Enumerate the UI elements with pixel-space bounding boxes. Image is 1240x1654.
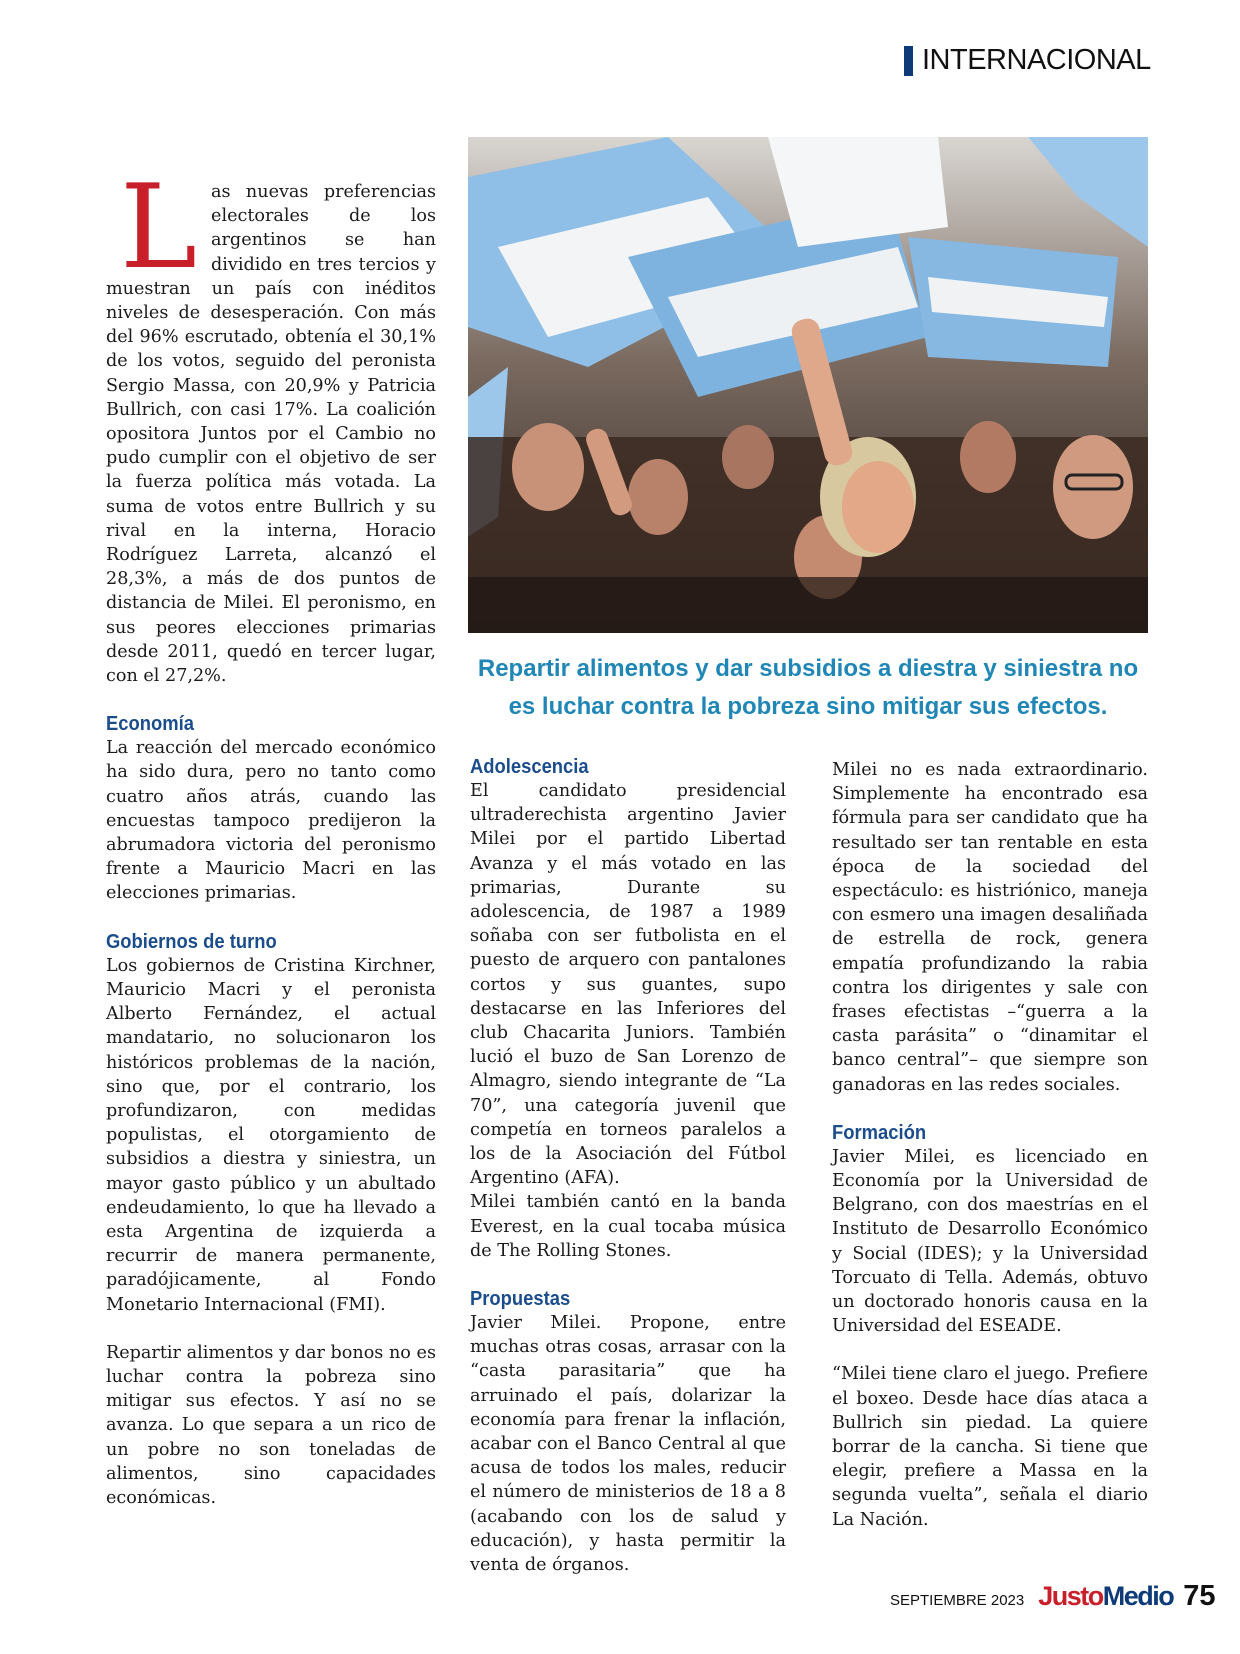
intro-paragraph (106, 160, 436, 688)
column-right (832, 758, 1148, 1532)
page-footer (890, 1580, 1216, 1613)
intro-text: as nuevas preferencias electorales de los argentinos se han dividido en tres tercios y muestran un país con inéditos niveles de desesperación. Con más del 96% escrutado, obtenía el 30,1% de los votos, seguido del peronista Sergio Massa, con 20,9% y Patricia Bullrich, con casi 17%. La coalición opositora Juntos por el Cambio no pudo cumplir con el objetivo de ser la fuerza política más votada. La suma de votos entre Bullrich y su rival en la interna, Horacio Rodríguez Larreta, alcanzó el 28,3%, a más de dos puntos de distancia de Milei. El peronismo, en sus peores elecciones primarias desde 2011, quedó en tercer lugar, con el 27,2%. (106, 182, 436, 687)
rally-photo-illustration (468, 137, 1148, 633)
paragraph-quote-lanacion: “Milei tiene claro el juego. Prefiere el boxeo. Desde hace días ataca a Bullrich sin piedad. La quiere borrar de la cancha. Si tiene que elegir, prefiere a Massa en la segunda vuelta”, señala el diario La Nación. (832, 1364, 1148, 1530)
paragraph-gobiernos: Los gobiernos de Cristina Kirchner, Mauricio Macri y el peronista Alberto Fernández, el actual mandatario, no solucionaron los históricos problemas de la nación, sino que, por el contrario, los profundizaron, con medidas populistas, el otorgamiento de subsidios a diestra y siniestra, un mayor gasto público y un abultado endeudamiento, lo que ha llevado a esta Argentina de izquierda a recurrir de manera permanente, paradójicamente, al Fondo Monetario Internacional (FMI). (106, 955, 436, 1315)
section-bar (904, 46, 913, 76)
issue-date: SEPTIEMBRE 2023 (890, 1592, 1025, 1609)
paragraph-gobiernos-2: Repartir alimentos y dar bonos no es luchar contra la pobreza sino mitigar sus efectos. Y así no se avanza. Lo que separa a un rico de un pobre no son toneladas de alimentos, sino capacidades económicas. (106, 1342, 436, 1508)
section-tag (904, 44, 1151, 77)
heading-gobiernos: Gobiernos de turno (106, 930, 277, 953)
section-title: INTERNACIONAL (922, 44, 1151, 76)
rally-photo (468, 137, 1148, 633)
brand-logo: JustoMedio (1038, 1581, 1174, 1611)
paragraph-propuestas: Javier Milei. Propone, entre muchas otras cosas, arrasar con la “casta parasitaria” que ha arruinado el país, dolarizar la economía para frenar la inflación, acabar con el Banco Central al que acusa de todos los males, reducir el número de ministerios de 18 a 8 (acabando con los de salud y educación), y hasta permitir la venta de órganos. (470, 1313, 786, 1576)
paragraph-economia: La reacción del mercado económico ha sido dura, pero no tanto como cuatro años atrás, cuando las encuestas tampoco predijeron la abrumadora victoria del peronismo frente a Mauricio Macri en las elecciones primarias. (106, 738, 436, 904)
heading-propuestas: Propuestas (470, 1288, 571, 1311)
column-left (106, 160, 436, 1510)
drop-cap: L (120, 160, 198, 295)
paragraph-adolescencia: El candidato presidencial ultraderechista argentino Javier Milei por el partido Libertad Avanza y el más votado en las primarias, Durante su adolescencia, de 1987 a 1989 soñaba con ser futbolista en el puesto de arquero con pantalones cortos y sus guantes, supo destacarse en las Inferiores del club Chacarita Juniors. También lució el buzo de San Lorenzo de Almagro, siendo integrante de “La 70”, una categoría juvenil que competía en torneos paralelos a los de la Asociación del Fútbol Argentino (AFA). (470, 781, 786, 1189)
heading-formacion: Formación (832, 1121, 927, 1144)
column-middle (470, 755, 786, 1577)
paragraph-adolescencia-2: Milei también cantó en la banda Everest, en la cual tocaba música de The Rolling Stones. (470, 1192, 786, 1261)
heading-economia: Economía (106, 713, 194, 736)
page-number: 75 (1183, 1580, 1216, 1612)
heading-adolescencia: Adolescencia (470, 756, 589, 778)
paragraph-milei: Milei no es nada extraordinario. Simplemente ha encontrado esa fórmula para ser candidato que ha resultado ser tan rentable en esta época de la sociedad del espectáculo: es histriónico, maneja con esmero una imagen desaliñada de estrella de rock, genera empatía profundizando la rabia contra los dirigentes y sale con frases efectistas –“guerra a la casta parásita” o “dinamitar el banco central”– que siempre son ganadoras en las redes sociales. (832, 760, 1148, 1095)
paragraph-formacion: Javier Milei, es licenciado en Economía por la Universidad de Belgrano, con dos maestrías en el Instituto de Desarrollo Económico y Social (IDES); y la Universidad Torcuato di Tella. Además, obtuvo un doctorado honoris causa en la Universidad del ESEADE. (832, 1146, 1148, 1337)
pull-quote: Repartir alimentos y dar subsidios a diestra y siniestra no es luchar contra la pobreza sino mitigar sus efectos. (477, 655, 1139, 720)
